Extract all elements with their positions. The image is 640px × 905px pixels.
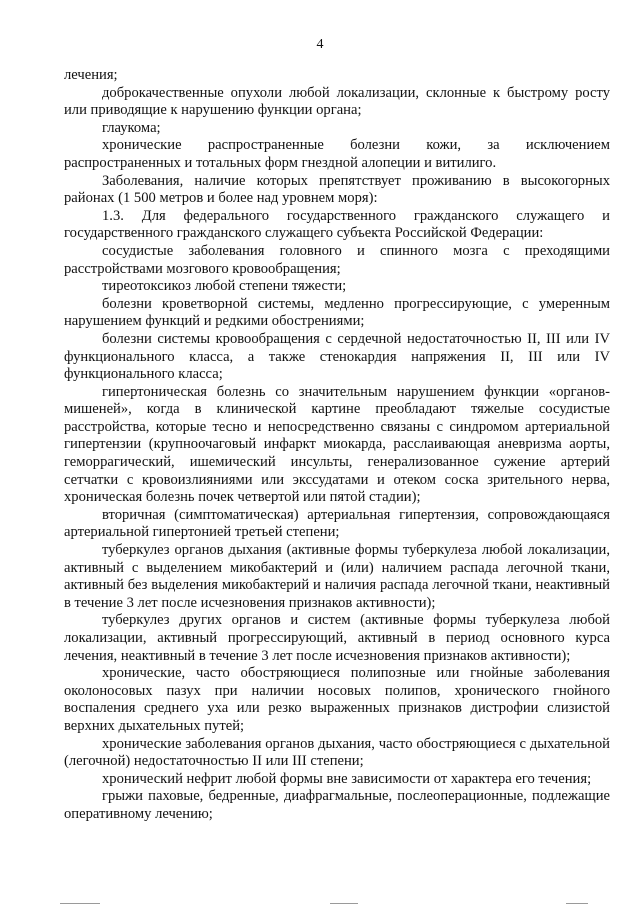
page-number: 4	[316, 37, 324, 52]
paragraph: болезни системы кровообращения с сердечной недостаточностью II, III или IV функционального класса, а также стенокардия напряжения II, III или IV функционального класса;	[64, 330, 610, 383]
scan-edge-marks	[0, 899, 640, 905]
paragraph: туберкулез других органов и систем (активные формы туберкулеза любой локализации, активный прогрессирующий, активный в период основного курса лечения, неактивный в течение 3 лет после исчезновения признаков активности);	[64, 612, 610, 664]
paragraph: хронические, часто обостряющиеся полипозные или гнойные заболевания околоносовых пазух при наличии носовых полипов, хронического гнойного воспаления среднего уха или резко выраженных признаков дистрофии слизистой верхних дыхательных путей;	[64, 665, 610, 734]
paragraph: Заболевания, наличие которых препятствует проживанию в высокогорных районах (1 500 метров и более над уровнем моря):	[64, 172, 610, 207]
paragraph: сосудистые заболевания головного и спинного мозга с преходящими расстройствами мозгового кровообращения;	[64, 242, 610, 277]
paragraph: вторичная (симптоматическая) артериальная гипертензия, сопровождающаяся артериальной гипертонией третьей степени;	[64, 506, 610, 541]
paragraph: доброкачественные опухоли любой локализации, склонные к быстрому росту или приводящие к нарушению функции органа;	[64, 84, 610, 119]
paragraph: глаукома;	[102, 119, 161, 136]
paragraph: хронический нефрит любой формы вне зависимости от характера его течения;	[102, 770, 592, 787]
document-body	[64, 67, 610, 824]
paragraph: хронические заболевания органов дыхания, часто обостряющиеся с дыхательной (легочной) недостаточностью II или III степени;	[64, 735, 610, 770]
section-heading-paragraph: 1.3. Для федерального государственного гражданского служащего и государственного гражданского служащего субъекта Российской Федерации:	[64, 207, 610, 242]
paragraph: болезни кроветворной системы, медленно прогрессирующие, с умеренным нарушением функций и редкими обострениями;	[64, 295, 610, 330]
paragraph: хронические распространенные болезни кожи, за исключением распространенных и тотальных форм гнездной алопеции и витилиго.	[64, 137, 610, 171]
paragraph: грыжи паховые, бедренные, диафрагмальные, послеоперационные, подлежащие оперативному лечению;	[64, 788, 610, 822]
paragraph: гипертоническая болезнь со значительным нарушением функции «органов-мишеней», когда в клинической картине преобладают тяжелые сосудистые расстройства, которые тесно и непосредственно связаны с синдромом артериальной гипертензии (крупноочаговый инфаркт миокарда, расслаивающая аневризма аорты, геморрагический, ишемический инсульты, генерализованное сужение артерий сетчатки с кровоизлияниями или экссудатами и отеком соска зрительного нерва, хроническая болезнь почек четвертой или пятой стадии);	[64, 383, 610, 506]
paragraph: тиреотоксикоз любой степени тяжести;	[102, 278, 347, 295]
paragraph: туберкулез органов дыхания (активные формы туберкулеза любой локализации, активный с выделением микобактерий и (или) наличием распада легочной ткани, активный без выделения микобактерий и наличия распада легочной ткани, неактивный в течение 3 лет после исчезновения признаков активности);	[64, 542, 610, 611]
paragraph: лечения;	[64, 67, 118, 83]
